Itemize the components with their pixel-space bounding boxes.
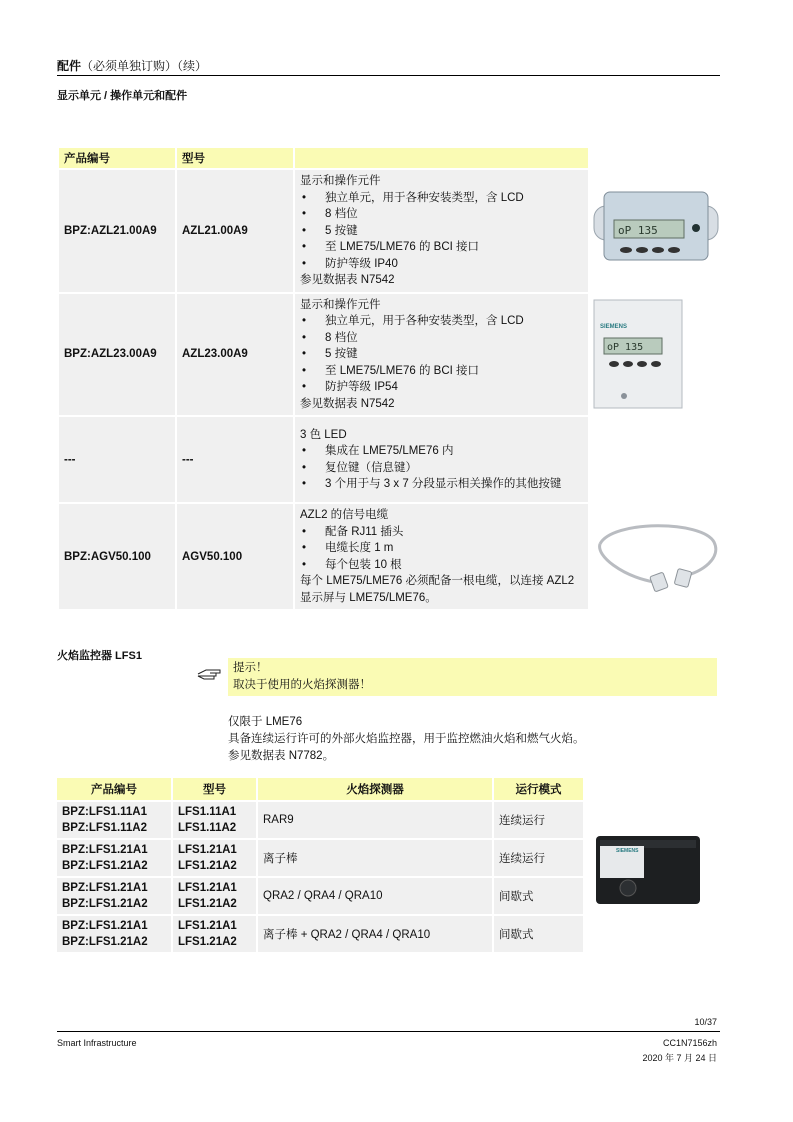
detector-cell: QRA2 / QRA4 / QRA10 — [258, 878, 492, 914]
col-header-model: 型号 — [177, 148, 293, 168]
azl21-display-unit-image — [592, 184, 720, 268]
lfs1-table — [55, 776, 585, 954]
model-line: LFS1.21A1 — [178, 844, 237, 856]
model-line: LFS1.21A2 — [178, 936, 237, 948]
product-description — [295, 170, 588, 292]
accessories-table — [57, 146, 590, 611]
col-header-detector: 火焰探测器 — [258, 778, 492, 800]
brand-label: SIEMENS — [616, 848, 639, 854]
desc-bullet: • 独立单元，用于各种安装类型，含 LCD — [300, 313, 583, 330]
footer-company: Smart Infrastructure — [57, 1038, 137, 1048]
model-line: LFS1.21A2 — [178, 898, 237, 910]
rj11-cable-image — [592, 516, 722, 596]
detector-cell: RAR9 — [258, 802, 492, 838]
col-header-code: 产品编号 — [57, 778, 171, 800]
product-code — [57, 802, 171, 838]
desc-bullet: • 至 LME75/LME76 的 BCI 接口 — [300, 239, 583, 256]
header-title-rest: （必须单独订购）（续） — [81, 59, 208, 73]
desc-bullet: • 5 按键 — [300, 346, 583, 363]
product-model — [173, 878, 256, 914]
section-title-display-units: 显示单元 / 操作单元和配件 — [57, 90, 188, 102]
product-model: AZL21.00A9 — [177, 170, 293, 292]
desc-bullet: • 防护等级 IP40 — [300, 256, 583, 273]
note-title: 提示！ — [233, 662, 268, 674]
desc-bullets — [300, 313, 583, 396]
model-line: LFS1.11A2 — [178, 822, 237, 834]
desc-bullets — [300, 443, 583, 493]
lfs1-description — [228, 714, 585, 765]
desc-bullet: • 5 按键 — [300, 223, 583, 240]
desc-intro: AZL2 的信号电缆 — [300, 509, 389, 521]
product-code — [57, 878, 171, 914]
header-title-bold: 配件 — [57, 59, 82, 73]
col-header-description — [295, 148, 588, 168]
lfs1-text-line: 具备连续运行许可的外部火焰监控器，用于监控燃油火焰和燃气火焰。 — [228, 733, 585, 745]
code-line: BPZ:LFS1.21A2 — [62, 898, 148, 910]
detector-cell: 离子棒 — [258, 840, 492, 876]
desc-bullet: • 复位键（信息键） — [300, 460, 583, 477]
page-header-title — [57, 57, 207, 74]
code-line: BPZ:LFS1.21A1 — [62, 882, 148, 894]
footer-rule — [57, 1031, 720, 1032]
desc-bullet: • 至 LME75/LME76 的 BCI 接口 — [300, 363, 583, 380]
table-row — [59, 170, 588, 292]
desc-bullets — [300, 190, 583, 273]
desc-bullet: • 电缆长度 1 m — [300, 540, 583, 557]
mode-cell: 间歇式 — [494, 878, 583, 914]
section-title-lfs1: 火焰监控器 LFS1 — [57, 650, 142, 662]
col-header-mode: 运行模式 — [494, 778, 583, 800]
desc-bullet: • 防护等级 IP54 — [300, 379, 583, 396]
desc-outro: 参见数据表 N7542 — [300, 274, 395, 286]
table-row — [59, 294, 588, 416]
table-row — [59, 417, 588, 502]
product-model — [173, 840, 256, 876]
desc-intro: 显示和操作元件 — [300, 298, 381, 311]
code-line: BPZ:LFS1.21A1 — [62, 844, 148, 856]
code-line: BPZ:LFS1.11A2 — [62, 822, 147, 834]
mode-cell: 连续运行 — [494, 802, 583, 838]
product-code: BPZ:AZL23.00A9 — [59, 294, 175, 416]
product-description — [295, 504, 588, 609]
product-code: --- — [59, 417, 175, 502]
brand-label: SIEMENS — [600, 324, 628, 330]
product-model: --- — [177, 417, 293, 502]
model-line: LFS1.21A1 — [178, 920, 237, 932]
detector-cell: 离子棒 + QRA2 / QRA4 / QRA10 — [258, 916, 492, 952]
table-header-row — [57, 778, 583, 800]
code-line: BPZ:LFS1.21A2 — [62, 936, 148, 948]
product-code: BPZ:AZL21.00A9 — [59, 170, 175, 292]
code-line: BPZ:LFS1.21A2 — [62, 860, 148, 872]
model-line: LFS1.11A1 — [178, 806, 237, 818]
footer-doc-id: CC1N7156zh — [662, 1038, 717, 1048]
table-row — [57, 916, 583, 952]
desc-bullet: • 配备 RJ11 插头 — [300, 524, 583, 541]
azl23-display-unit-image — [592, 298, 684, 410]
note-text: 取决于使用的火焰探测器！ — [233, 679, 371, 691]
table-row — [57, 802, 583, 838]
desc-bullet: • 每个包装 10 根 — [300, 557, 583, 574]
lfs1-text-line: 仅限于 LME76 — [228, 716, 303, 728]
table-row — [57, 840, 583, 876]
model-line: LFS1.21A1 — [178, 882, 237, 894]
product-description — [295, 417, 588, 502]
pointing-hand-icon — [196, 666, 224, 682]
page-number: 10/37 — [694, 1017, 717, 1027]
product-code: BPZ:AGV50.100 — [59, 504, 175, 609]
product-model: AZL23.00A9 — [177, 294, 293, 416]
note-box — [228, 658, 717, 696]
desc-bullet: • 8 档位 — [300, 330, 583, 347]
product-model — [173, 802, 256, 838]
table-header-row — [59, 148, 588, 168]
product-code — [57, 840, 171, 876]
desc-outro: 每个 LME75/LME76 必须配备一根电缆，以连接 AZL2 显示屏与 LME75/LME76。 — [300, 575, 575, 604]
code-line: BPZ:LFS1.11A1 — [62, 806, 147, 818]
product-code — [57, 916, 171, 952]
footer-date: 2020 年 7 月 24 日 — [642, 1053, 717, 1063]
desc-intro: 3 色 LED — [300, 428, 347, 441]
product-description — [295, 294, 588, 416]
desc-intro: 显示和操作元件 — [300, 175, 381, 187]
col-header-model: 型号 — [173, 778, 256, 800]
table-row — [59, 504, 588, 609]
product-model: AGV50.100 — [177, 504, 293, 609]
mode-cell: 连续运行 — [494, 840, 583, 876]
desc-bullet: • 3 个用于与 3 x 7 分段显示相关操作的其他按键 — [300, 476, 583, 493]
product-model — [173, 916, 256, 952]
model-line: LFS1.21A2 — [178, 860, 237, 872]
desc-bullet: • 8 档位 — [300, 206, 583, 223]
desc-bullet: • 独立单元，用于各种安装类型，含 LCD — [300, 190, 583, 207]
svg-text:oP 135: oP 135 — [607, 342, 644, 353]
desc-bullets — [300, 524, 583, 574]
lfs1-flame-monitor-image — [592, 826, 704, 910]
svg-text:oP 135: oP 135 — [618, 224, 658, 237]
code-line: BPZ:LFS1.21A1 — [62, 920, 148, 932]
desc-bullet: • 集成在 LME75/LME76 内 — [300, 443, 583, 460]
desc-outro: 参见数据表 N7542 — [300, 397, 395, 410]
col-header-code: 产品编号 — [59, 148, 175, 168]
table-row — [57, 878, 583, 914]
mode-cell: 间歇式 — [494, 916, 583, 952]
lfs1-text-line: 参见数据表 N7782。 — [228, 750, 335, 762]
header-rule — [57, 75, 720, 76]
